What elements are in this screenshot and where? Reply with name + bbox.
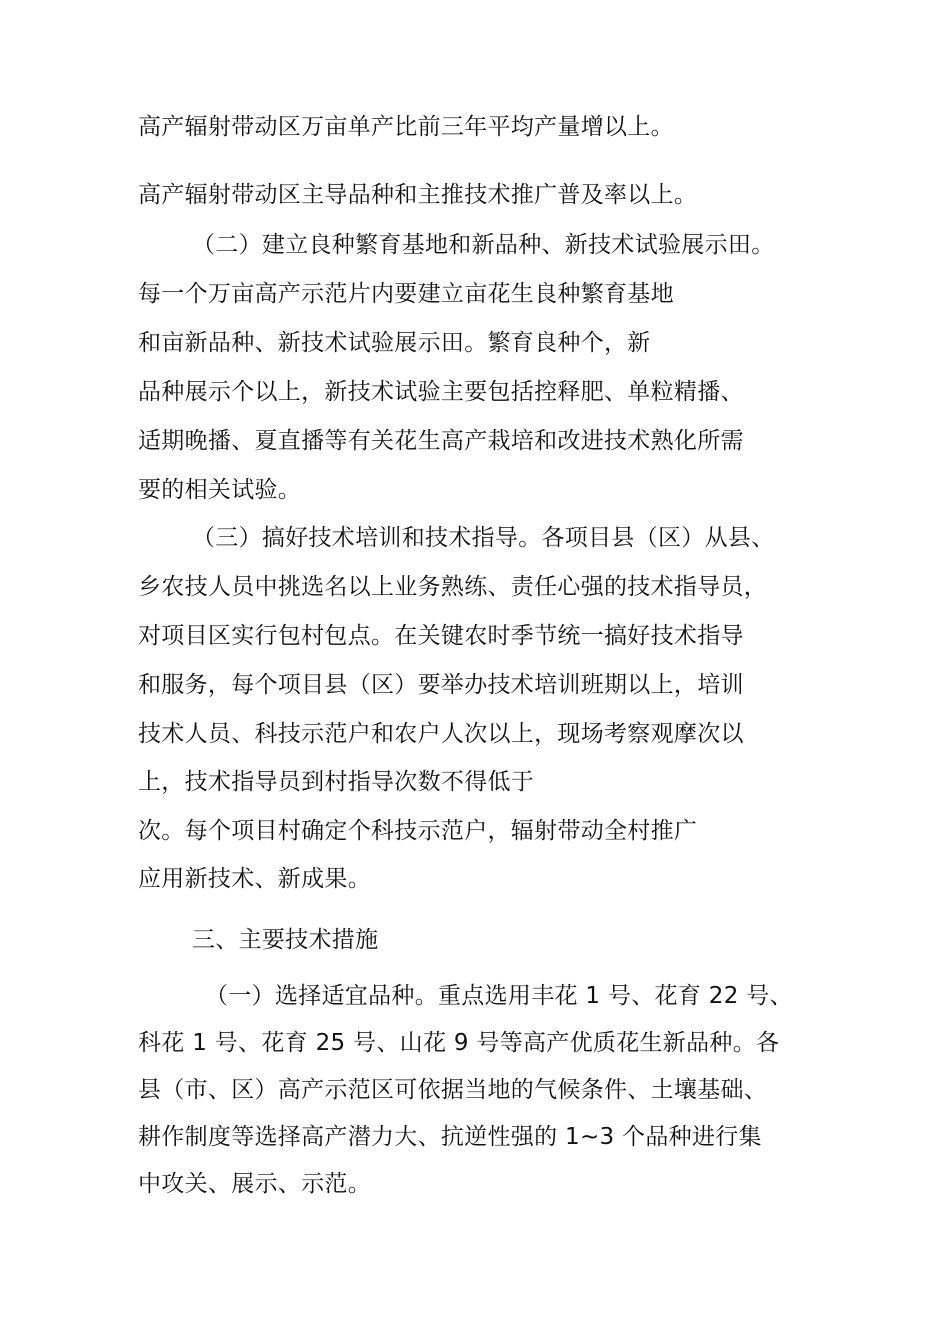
paragraph-line-14: 上，技术指导员到村指导次数不得低于 xyxy=(138,769,535,795)
paragraph-line-20: 县（市、区）高产示范区可依据当地的气候条件、土壤基础、 xyxy=(138,1077,768,1103)
paragraph-line-12: 和服务，每个项目县（区）要举办技术培训班期以上，培训 xyxy=(138,672,744,698)
paragraph-line-8: 要的相关试验。 xyxy=(138,477,302,503)
section-heading-3: （三）搞好技术培训和技术指导。各项目县（区）从县、 xyxy=(192,525,775,551)
paragraph-line-10: 乡农技人员中挑选名以上业务熟练、责任心强的技术指导员， xyxy=(138,574,768,600)
paragraph-line-13: 技术人员、科技示范户和农户人次以上，现场考察观摩次以 xyxy=(138,721,744,747)
paragraph-line-21: 耕作制度等选择高产潜力大、抗逆性强的 1~3 个品种进行集 xyxy=(138,1124,762,1150)
paragraph-line-16: 应用新技术、新成果。 xyxy=(138,866,371,892)
paragraph-line-11: 对项目区实行包村包点。在关键农时季节统一搞好技术指导 xyxy=(138,623,744,649)
chapter-heading: 三、主要技术措施 xyxy=(192,927,379,953)
paragraph-line-15: 次。每个项目村确定个科技示范户，辐射带动全村推广 xyxy=(138,818,698,844)
paragraph-line-22: 中攻关、展示、示范。 xyxy=(138,1171,371,1197)
section-heading-1: （一）选择适宜品种。重点选用丰花 1 号、花育 22 号、 xyxy=(205,983,793,1009)
section-heading-2: （二）建立良种繁育基地和新品种、新技术试验展示田。 xyxy=(192,232,775,258)
paragraph-line-1: 高产辐射带动区万亩单产比前三年平均产量增以上。 xyxy=(138,114,674,140)
paragraph-line-4: 每一个万亩高产示范片内要建立亩花生良种繁育基地 xyxy=(138,281,674,307)
paragraph-line-7: 适期晚播、夏直播等有关花生高产栽培和改进技术熟化所需 xyxy=(138,428,744,454)
paragraph-line-19: 科花 1 号、花育 25 号、山花 9 号等高产优质花生新品种。各 xyxy=(138,1030,780,1056)
paragraph-line-6: 品种展示个以上，新技术试验主要包括控释肥、单粒精播、 xyxy=(138,379,744,405)
paragraph-line-5: 和亩新品种、新技术试验展示田。繁育良种个，新 xyxy=(138,330,651,356)
paragraph-line-2: 高产辐射带动区主导品种和主推技术推广普及率以上。 xyxy=(138,182,698,208)
